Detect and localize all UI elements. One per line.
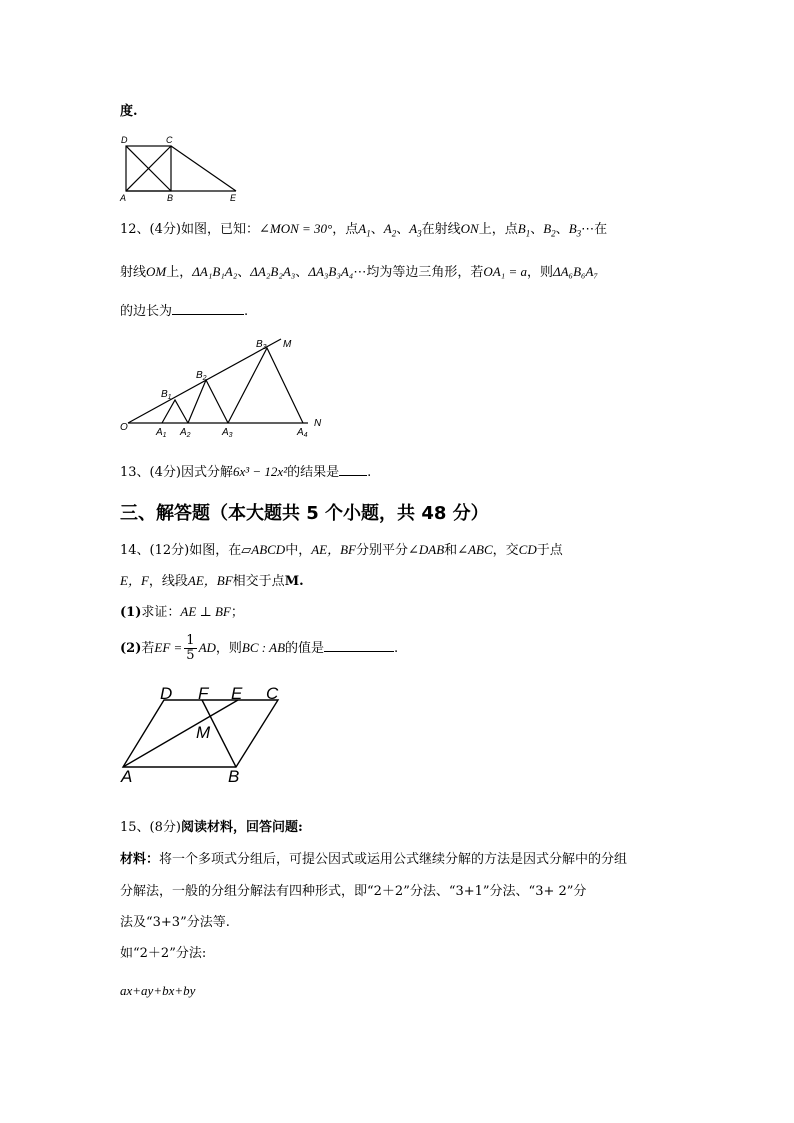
q14-l1a: 如图，在 <box>189 543 242 558</box>
q12-line2 <box>120 262 598 283</box>
label-e: E <box>231 684 243 703</box>
seg-ae <box>123 700 238 767</box>
q14-ae-bf: AE，BF <box>311 542 356 557</box>
label-c: C <box>166 135 173 145</box>
q14-l1d: ，交 <box>492 543 519 558</box>
q15-line3: 法及“3+3”分法等. <box>120 915 230 930</box>
q14-ae-bf2: AE，BF <box>187 573 233 588</box>
q14-abc: ∠ABC <box>457 542 493 557</box>
q12-oa1: OA₁ = a <box>483 264 527 279</box>
label-m: M <box>283 339 292 350</box>
q12-on: ON <box>460 221 479 236</box>
q15-l1: 将一个多项式分组后，可提公因式或运用公式继续分解的方法是因式分解中的分组 <box>159 852 628 867</box>
fraction-numerator: 1 <box>186 633 195 648</box>
q15-line4: 如“2＋2”分法: <box>120 946 207 961</box>
sep: 、 <box>237 265 251 280</box>
label-e: E <box>230 193 237 203</box>
q12-t3: ΔA₃B₃A₄ <box>308 264 354 279</box>
q13-answer-blank[interactable] <box>339 461 367 476</box>
q15-header <box>120 818 303 838</box>
q14-ratio: BC : AB <box>241 640 286 655</box>
q12-angle: ∠MON = 30° <box>258 221 333 236</box>
triangle-3 <box>228 348 303 423</box>
q12-end: . <box>244 304 249 319</box>
q12-ray2: 射线 <box>120 265 147 280</box>
q12-b1: $B_1$ <box>517 221 531 239</box>
label-b2: $B_2$ <box>196 370 207 382</box>
q14-dab: ∠DAB <box>408 542 445 557</box>
q14-end: . <box>394 641 399 656</box>
label-a2: $A_2$ <box>180 427 191 439</box>
q14-ad: AD <box>198 640 216 655</box>
label-a: A <box>120 193 127 203</box>
q14-ef: E，F <box>120 573 149 588</box>
sep: 、 <box>555 222 569 237</box>
sep: 、 <box>530 222 544 237</box>
q14-p2c: 的值是 <box>285 641 325 656</box>
q12-a3: $A_3$ <box>409 221 422 239</box>
q12-answer-blank[interactable] <box>172 300 244 315</box>
q14-p1-end: ； <box>230 605 244 620</box>
fraction-denominator: 5 <box>186 648 195 663</box>
q13-text1: 因式分解 <box>180 465 233 480</box>
q14-p2-num: (2) <box>120 641 142 656</box>
q12-tail2: ⋯均为等边三角形，若 <box>353 265 484 280</box>
q14-fraction <box>184 634 196 663</box>
label-m: M <box>196 723 211 742</box>
q14-part1 <box>120 602 244 623</box>
sep: 、 <box>396 222 410 237</box>
q12-om: OM <box>146 264 167 279</box>
figure-equilateral-triangles <box>118 334 333 442</box>
q13-num: 13、(4分) <box>120 465 181 480</box>
q12-a1: $A_1$ <box>358 221 371 239</box>
q14-num: 14、(12分) <box>120 543 190 558</box>
q15-line2: 分解法，一般的分组分解法有四种形式，即“2＋2”分法、“3+1”分法、“3+ 2”分 <box>120 884 587 899</box>
label-c: C <box>266 684 279 703</box>
q14-p1-num: (1) <box>120 605 142 620</box>
q14-abcd: ▱ABCD <box>241 542 286 557</box>
label-b1: $B_1$ <box>161 389 172 401</box>
q15-expr: ax+ay+bx+by <box>120 983 196 998</box>
label-d: D <box>121 135 128 145</box>
q14-answer-blank[interactable] <box>324 637 394 652</box>
seg-ce <box>171 146 236 191</box>
q14-l2b: 相交于点 <box>232 574 285 589</box>
sep: 、 <box>295 265 309 280</box>
q13-expr: 6x³ − 12x² <box>232 464 288 479</box>
q12-mid1: 上，点 <box>478 222 518 237</box>
q12-b2: $B_2$ <box>543 221 556 239</box>
label-a: A <box>121 767 133 784</box>
q14-l2a: ，线段 <box>148 574 188 589</box>
q12-tail1: ⋯在 <box>581 222 608 237</box>
q14-p2b: ，则 <box>215 641 242 656</box>
triangle-1 <box>162 400 188 423</box>
q14-p1-expr: AE ⊥ BF <box>180 604 231 619</box>
q14-part2 <box>120 633 398 664</box>
label-a1: $A_1$ <box>156 427 167 439</box>
q15-line1 <box>120 850 627 870</box>
q15-title: 阅读材料，回答问题: <box>180 820 303 835</box>
q14-l1b: 中， <box>285 543 312 558</box>
q12-a2: $A_2$ <box>383 221 397 239</box>
q13-line <box>120 461 371 483</box>
q12-t2: ΔA₂B₂A₃ <box>250 264 296 279</box>
q14-l1e: 于点 <box>536 543 563 558</box>
q14-cd: CD <box>518 542 537 557</box>
figure-rectangle-triangle <box>118 132 248 204</box>
q12-line3-text: 的边长为 <box>120 304 173 319</box>
q12-t6: ΔA₆B₆A₇ <box>552 264 598 279</box>
label-a3: $A_3$ <box>222 427 233 439</box>
q12-then: ，则 <box>526 265 553 280</box>
figure-parallelogram <box>118 684 293 784</box>
q12-num: 12、(4分) <box>120 222 181 237</box>
label-b3: $B_3$ <box>256 339 267 351</box>
q12-b3: $B_3$ <box>568 221 582 239</box>
q15-num: 15、(8分) <box>120 820 181 835</box>
q15-material-label: 材料： <box>120 852 160 867</box>
q12-pt-word: ，点 <box>332 222 359 237</box>
q14-and: 和 <box>444 543 458 558</box>
label-b: B <box>228 767 240 784</box>
section-heading: 三、解答题（本大题共 5 个小题，共 48 分） <box>120 503 489 524</box>
q14-line1 <box>120 540 563 561</box>
label-f: F <box>198 684 209 703</box>
q14-line2 <box>120 571 304 592</box>
q12-mid2: 上， <box>166 265 193 280</box>
q12-line1 <box>120 219 607 244</box>
q14-m: M. <box>284 574 304 589</box>
label-a4: $A_4$ <box>297 427 308 439</box>
q13-text2: 的结果是 <box>287 465 340 480</box>
label-b: B <box>167 193 174 203</box>
label-o: O <box>120 422 128 433</box>
q14-p1-text: 求证： <box>141 605 181 620</box>
label-d: D <box>160 684 173 703</box>
q12-on-ray: 在射线 <box>421 222 461 237</box>
sep: 、 <box>370 222 384 237</box>
q13-end: . <box>367 465 372 480</box>
q12-t1: ΔA₁B₁A₂ <box>192 264 238 279</box>
q14-p2-text: 若 <box>141 641 155 656</box>
label-n: N <box>314 418 322 429</box>
q12-line3 <box>120 300 248 322</box>
q14-ef-eq: EF = <box>154 640 183 655</box>
q14-l1c: 分别平分 <box>355 543 408 558</box>
q11-tail: 度. <box>120 104 138 119</box>
q12-intro: 如图，已知： <box>180 222 259 237</box>
